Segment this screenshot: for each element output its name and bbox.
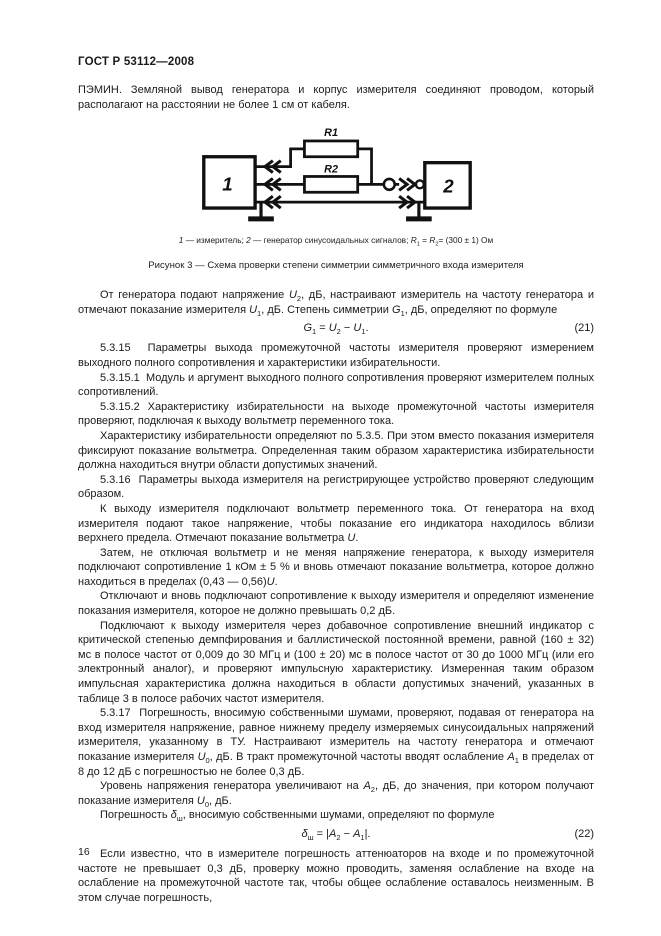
body-paragraph: К выходу измерителя подключают вольтметр переменного тока. От генератора на вход измерителя подают такое напряжение, чтобы показание его индикатора находилось вблизи верхнего предела. Отмечают показание вольтметра U. xyxy=(78,502,594,545)
body-paragraph: 5.3.15.1 Модуль и аргумент выходного полного сопротивления проверяют измерителем полных сопротивлений. xyxy=(78,371,594,399)
right-chevron-icons xyxy=(399,179,415,209)
formula-21-number: (21) xyxy=(574,322,594,335)
body-paragraph: Если известно, что в измерителе погрешность аттенюаторов на входе и по промежуточной частоте не превышает 0,3 дБ, проверку можно проводить, заменяя ослабление на входе на ослабление на промежуточной частоте так, чтобы общее ослабление оставалось неизменным. В этом случае погрешность, xyxy=(78,847,594,904)
figure-caption: 1 — измеритель; 2 — генератор синусоидальных сигналов; $R_1 = R_2= (300 \pm 1)$ Ом xyxy=(178,235,494,248)
formula-21-expression: $G_1 = U_2 - U_1$. xyxy=(303,322,369,337)
body-paragraph: Характеристику избирательности определяют по 5.3.5. При этом вместо показания измерителя фиксируют показание вольтметра. Определенная таким образом характеристика избирательности должна находиться внутри области допустимых значений. xyxy=(78,429,594,472)
body-paragraph: 5.3.17 Погрешность, вносимую собственными шумами, проверяют, подавая от генератора на вход измерителя напряжение, равное нижнему пределу измеряемых синусоидальных напряжений измерителя, указанному в ТУ. Настраивают измеритель на частоту генератора и отмечают показание измерителя $U_0$, дБ. В тракт промежуточной частоты вводят ослабление $A_1$ в пределах от 8 до 12 дБ с погрешностью не более 0,3 дБ. xyxy=(78,707,594,778)
page-header: ГОСТ Р 53112—2008 xyxy=(78,56,195,68)
body-paragraph: 5.3.16 Параметры выхода измерителя на регистрирующее устройство проверяют следующим образом. xyxy=(78,473,594,501)
body-paragraph: Отключают и вновь подключают сопротивление к выходу измерителя и определяют изменение показания измерителя, которое не должно превышать 0,2 дБ. xyxy=(78,590,594,618)
body-paragraph: 5.3.15.2 Характеристику избирательности на выходе промежуточной частоты измерителя проверяют, подключая к выходу вольтметр переменного тока. xyxy=(78,400,594,428)
resistor-r2-label: R2 xyxy=(324,163,339,176)
formula-21 xyxy=(78,321,594,336)
body-paragraph: От генератора подают напряжение $U_2$, дБ, настраивают измеритель на частоту генератора и отмечают показание измерителя $U_1$, дБ. Степень симметрии $G_1$, дБ, определяют по формуле xyxy=(78,289,594,318)
formula-22-number: (22) xyxy=(574,827,594,840)
formula-22-expression: $\delta_ш = |A_2 - A_1|$. xyxy=(301,827,371,843)
intro-paragraph: ПЭМИН. Земляной вывод генератора и корпус измерителя соединяют проводом, который располагают на расстоянии не более 1 см от кабеля. xyxy=(78,84,594,111)
page-number: 16 xyxy=(78,846,90,858)
box1-label: 1 xyxy=(222,173,233,195)
body-paragraph: Погрешность $\delta_ш$, вносимую собственными шумами, определяют по формуле xyxy=(100,809,495,824)
body-paragraph: Подключают к выходу измерителя через добавочное сопротивление внешний индикатор с критической степенью демпфирования и баллистической постоянной времени, равной (160 ± 32) мс в полосе частот от 0,009 до 30 МГц и (100 ± 20) мс в полосе частот от 30 до 1000 МГц (или его электронный аналог), и проверяют импульсную характеристику. Измеренная таким образом импульсная характеристика должна находиться в области допустимых значений, указанных в таблице 3 в полосе рабочих частот измерителя. xyxy=(78,619,594,705)
body-paragraph: Уровень напряжения генератора увеличивают на $A_2$, дБ, до значения, при котором получают показание измерителя $U_0$, дБ. xyxy=(78,780,594,809)
resistor-r2 xyxy=(304,177,357,193)
page-content xyxy=(78,56,594,905)
resistor-r1-label: R1 xyxy=(324,127,339,140)
figure-diagram xyxy=(78,123,594,231)
connector-circle xyxy=(384,179,395,190)
box2-label: 2 xyxy=(443,175,454,197)
body-paragraph: Затем, не отключая вольтметр и не меняя напряжение генератора, к выходу измерителя подключают сопротивление 1 кОм ± 5 % и вновь отмечают показание вольтметра, которое должно находиться в пределах (0,43 — 0,56)U. xyxy=(78,546,594,588)
symmetry-check-circuit-diagram xyxy=(188,123,484,226)
body-paragraph: 5.3.15 Параметры выхода промежуточной частоты измерителя проверяют измерением выходного полного сопротивления и характеристики избирательности. xyxy=(78,342,594,369)
figure-title: Рисунок 3 — Схема проверки степени симметрии симметричного входа измерителя xyxy=(148,260,524,272)
formula-22 xyxy=(78,827,594,842)
resistor-r1 xyxy=(304,141,357,157)
